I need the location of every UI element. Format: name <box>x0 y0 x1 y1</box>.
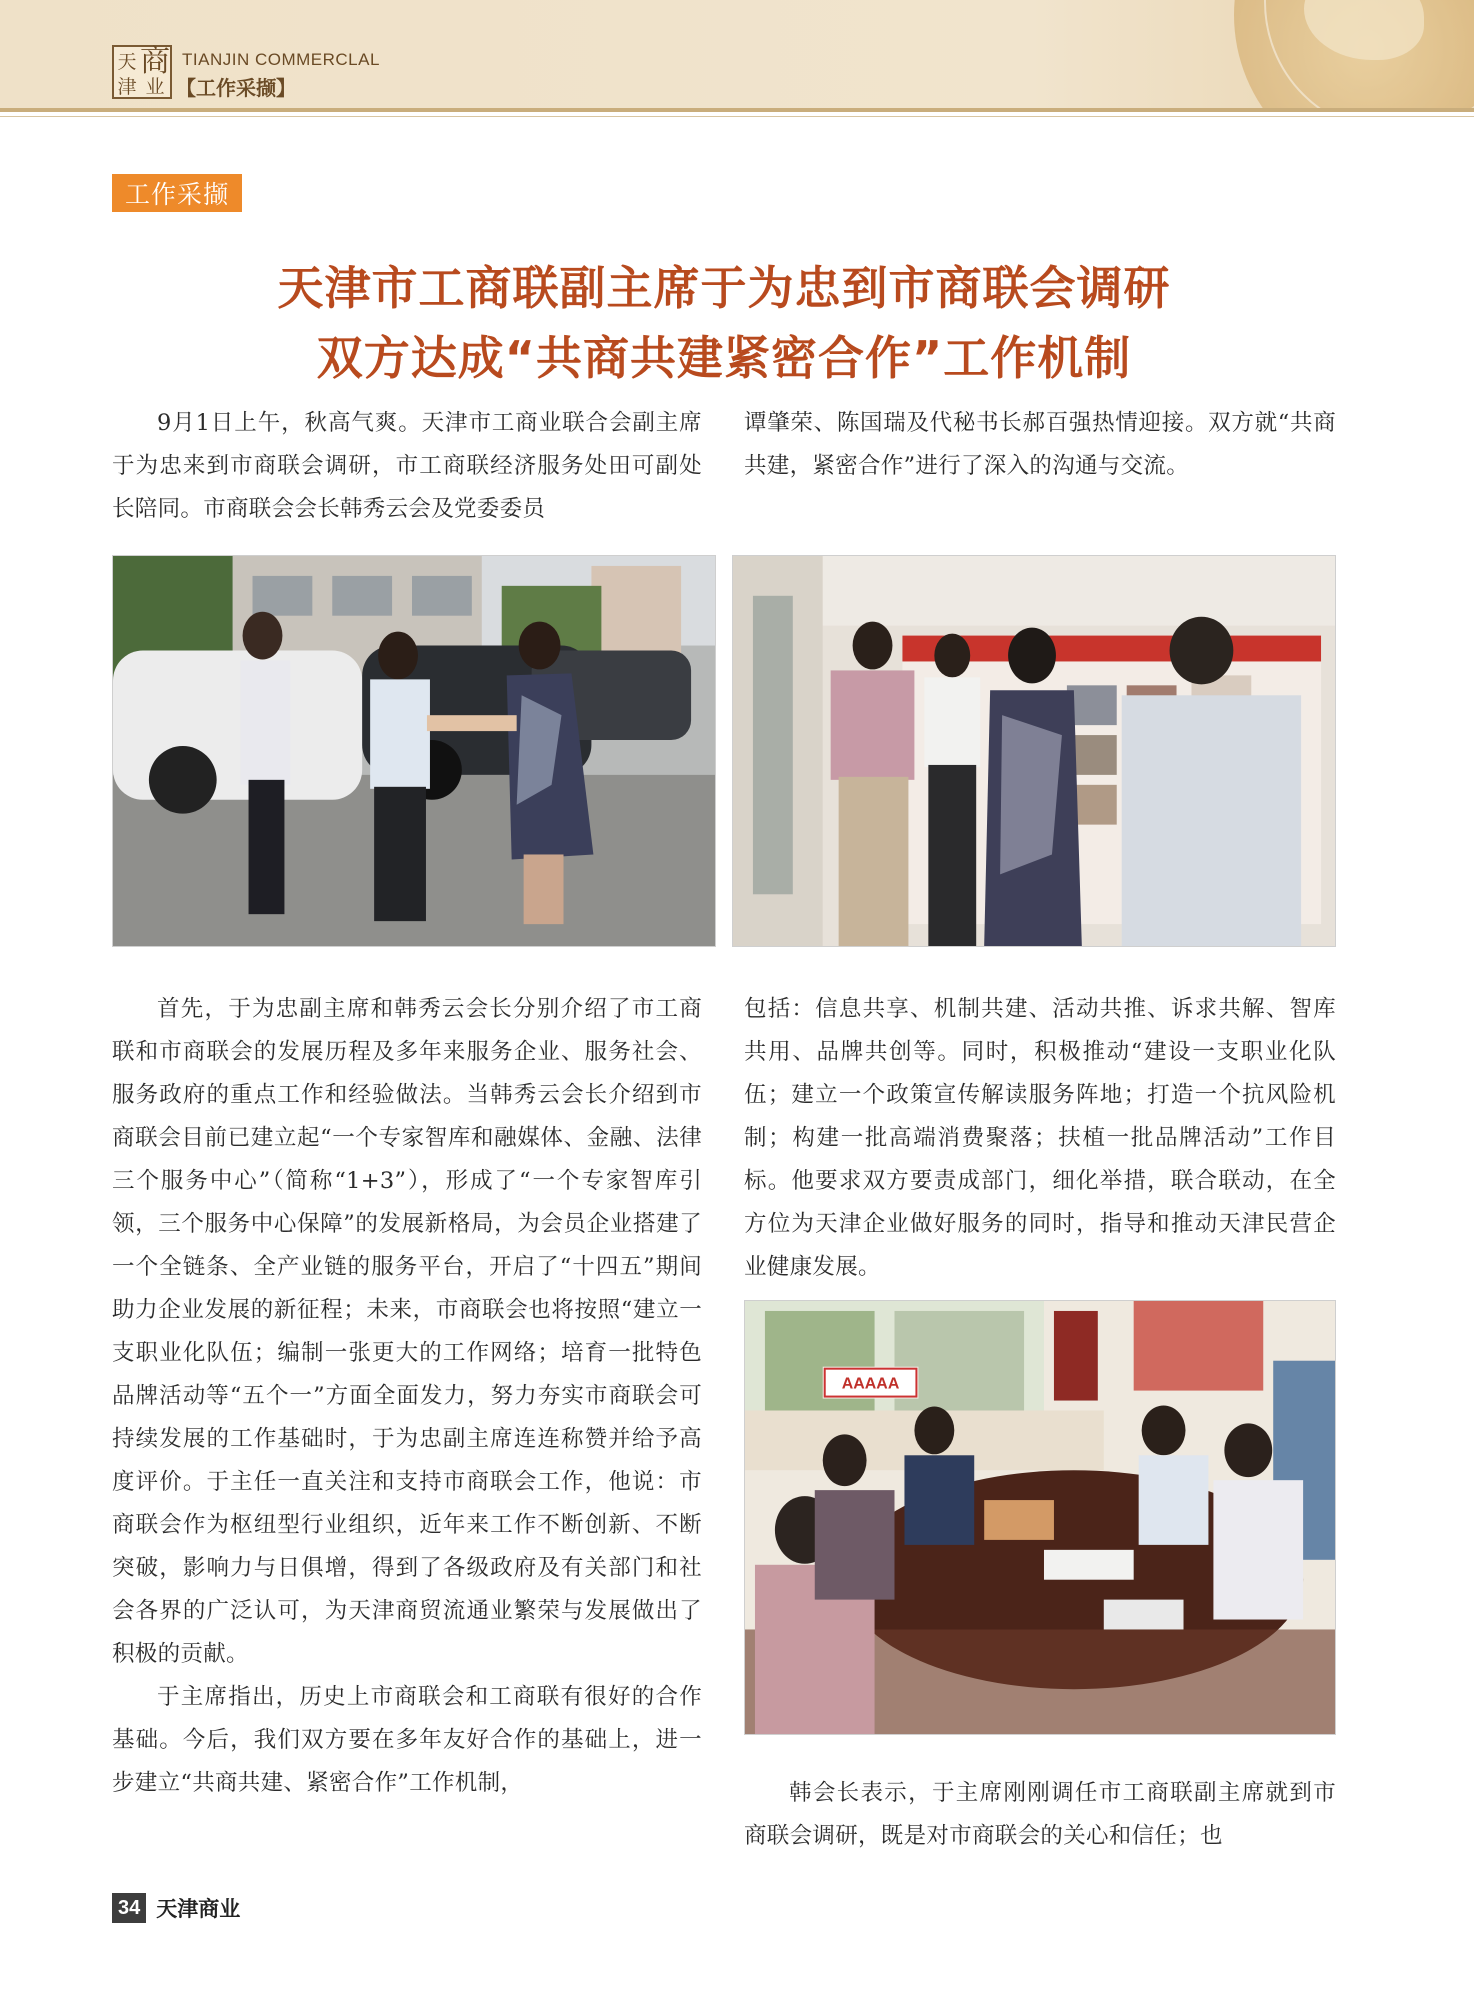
magazine-logo <box>112 45 172 99</box>
body-paragraph: 首先，于为忠副主席和韩秀云会长分别介绍了市工商联和市商联会的发展历程及多年来服务企业、服务社会、服务政府的重点工作和经验做法。当韩秀云会长介绍到市商联会目前已建立起“一个专家智库和融媒体、金融、法律三个服务中心”（简称“1+3”），形成了“一个专家智库引领，三个服务中心保障”的发展新格局，为会员企业搭建了一个全链条、全产业链的服务平台，开启了“十四五”期间助力企业发展的新征程；未来，市商联会也将按照“建立一支职业化队伍；编制一张更大的工作网络；培育一批特色品牌活动等“五个一”方面全面发力，努力夯实市商联会可持续发展的工作基础时，于为忠副主席连连称赞并给予高度评价。于主任一直关注和支持市商联会工作，他说：市商联会作为枢纽型行业组织，近年来工作不断创新、不断突破，影响力与日俱增，得到了各级政府及有关部门和社会各界的广泛认可，为天津商贸流通业繁荣与发展做出了积极的贡献。 <box>112 996 702 1667</box>
photo-meeting <box>744 1300 1336 1735</box>
logo-char: 天 <box>117 50 137 73</box>
body-paragraph: 韩会长表示，于主席刚刚调任市工商联副主席就到市商联会调研，既是对市商联会的关心和信任；也 <box>744 1780 1336 1849</box>
photo-exhibition <box>732 555 1336 947</box>
body-left-column <box>112 988 702 1805</box>
body-right-column-bottom <box>744 1772 1336 1858</box>
intro-paragraph-left: 9月1日上午，秋高气爽。天津市工商业联合会副主席于为忠来到市商联会调研，市工商联经济服务处田可副处长陪同。市商联会会长韩秀云会及党委委员 <box>112 410 702 522</box>
photo-handshake <box>112 555 716 947</box>
logo-char: 商 <box>140 44 170 79</box>
meeting-photo-icon <box>745 1301 1335 1734</box>
body-paragraph: 于主席指出，历史上市商联会和工商联有很好的合作基础。今后，我们双方要在多年友好合作的基础上，进一步建立“共商共建、紧密合作”工作机制， <box>112 1684 702 1796</box>
aaaaa-sign: AAAAA <box>841 1375 900 1393</box>
section-tag: 工作采撷 <box>112 174 242 212</box>
exhibition-photo-icon <box>733 556 1335 946</box>
article-title-line1: 天津市工商联副主席于为忠到市商联会调研 <box>277 261 1171 315</box>
article-title-line2: 双方达成“共商共建紧密合作”工作机制 <box>316 331 1132 385</box>
magazine-name: 天津商业 <box>156 1897 241 1921</box>
header-english-title: TIANJIN COMMERCLAL <box>182 50 380 69</box>
header-divider-thin <box>0 116 1474 117</box>
handshake-photo-icon <box>113 556 715 946</box>
header-divider <box>0 108 1474 112</box>
body-right-column <box>744 988 1336 1289</box>
page-number: 34 <box>112 1893 146 1923</box>
header-section-name: 【工作采撷】 <box>176 76 296 100</box>
logo-char: 津 <box>117 75 137 98</box>
intro-right-column <box>744 402 1336 488</box>
globe-decoration-icon <box>1234 0 1474 108</box>
intro-left-column <box>112 402 702 531</box>
page-header <box>0 0 1474 108</box>
page-footer <box>112 1892 240 1924</box>
intro-paragraph-right: 谭肇荣、陈国瑞及代秘书长郝百强热情迎接。双方就“共商共建，紧密合作”进行了深入的沟通与交流。 <box>744 410 1336 479</box>
body-paragraph: 包括：信息共享、机制共建、活动共推、诉求共解、智库共用、品牌共创等。同时，积极推动“建设一支职业化队伍；建立一个政策宣传解读服务阵地；打造一个抗风险机制；构建一批高端消费聚落；扶植一批品牌活动”工作目标。他要求双方要责成部门，细化举措，联合联动，在全方位为天津企业做好服务的同时，指导和推动天津民营企业健康发展。 <box>744 996 1336 1280</box>
logo-char: 业 <box>145 75 165 98</box>
